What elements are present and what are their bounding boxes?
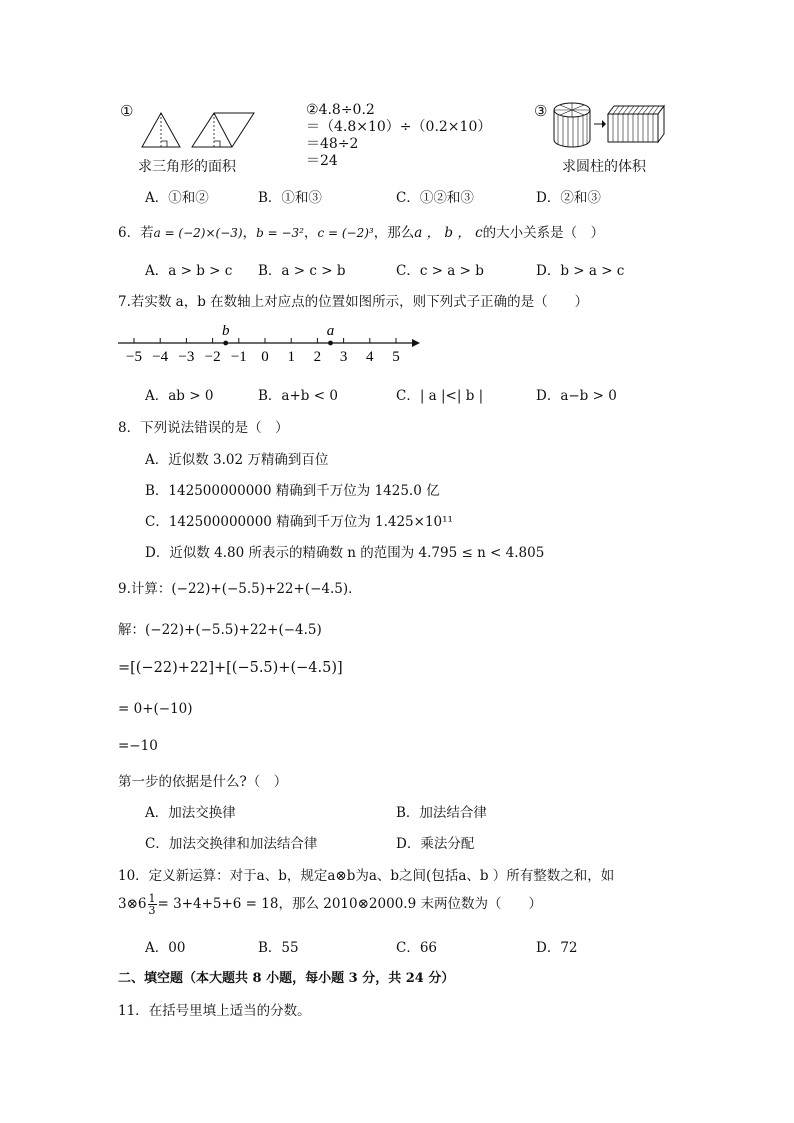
q8-option-a[interactable]: A．近似数 3.02 万精确到百位 <box>145 452 329 468</box>
figure-1-mark: ① <box>120 102 134 120</box>
q10-fraction-den: 3 <box>148 904 156 917</box>
point-a <box>328 341 333 346</box>
q10-option-a[interactable]: A．00 <box>145 940 186 956</box>
tick-label: 2 <box>313 349 322 365</box>
figure-3-mark: ③ <box>534 102 548 120</box>
tick-label: −4 <box>152 349 169 365</box>
q10-example-right: = 3+4+5+6 = 18，那么 2010⊗2000.9 末两位数为（ ） <box>157 896 542 912</box>
q8-option-b[interactable]: B．142500000000 精确到千万位为 1425.0 亿 <box>145 483 440 499</box>
tick-label: 1 <box>287 349 295 365</box>
q8-option-c[interactable]: C．142500000000 精确到千万位为 1.425×10¹¹ <box>145 514 453 530</box>
tick-label: 5 <box>392 349 400 365</box>
q9-step-2: = 0+(−10) <box>118 701 193 717</box>
q8-option-d[interactable]: D．近似数 4.80 所表示的精确数 n 的范围为 4.795 ≤ n < 4.805 <box>145 545 545 561</box>
q7-option-c[interactable]: C．| a |<| b | <box>396 388 484 404</box>
tick-label: −5 <box>126 349 142 365</box>
q7-option-d[interactable]: D．a−b > 0 <box>536 388 617 404</box>
tick-label: −3 <box>178 349 195 365</box>
calc-line-2: ＝（4.8×10）÷（0.2×10） <box>306 119 492 135</box>
tick-label: −1 <box>230 349 247 365</box>
q10-fraction <box>148 893 157 916</box>
q9-question: 第一步的依据是什么?（ ） <box>118 774 288 790</box>
q5-option-d[interactable]: D．②和③ <box>536 190 601 206</box>
q9-option-b[interactable]: B．加法结合律 <box>396 805 487 821</box>
q9-step-0: 解：(−22)+(−5.5)+22+(−4.5) <box>118 622 322 638</box>
q10-example-left: 3⊗6 <box>118 896 147 912</box>
calc-line-4: ＝24 <box>306 153 338 169</box>
q9-option-d[interactable]: D．乘法分配 <box>396 836 475 852</box>
q10-option-c[interactable]: C．66 <box>396 940 438 956</box>
q6-a-expr: a = (−2)×(−3) <box>153 226 243 240</box>
q10-stem: 10．定义新运算：对于a、b，规定a⊗b为a、b之间(包括a、b ）所有整数之和，如 <box>118 868 615 884</box>
q6-stem-start: 6．若 <box>118 225 154 241</box>
label-a: a <box>326 323 335 339</box>
q10-example <box>118 892 542 916</box>
tick-label: 4 <box>366 349 374 365</box>
q10-option-d[interactable]: D．72 <box>536 940 578 956</box>
q6-option-d[interactable]: D．b > a > c <box>536 263 625 279</box>
q6-c-expr: c = (−2)³ <box>317 226 374 240</box>
cylinder-to-cuboid-figure <box>550 100 666 150</box>
section-2-title: 二、填空题（本大题共 8 小题，每小题 3 分，共 24 分） <box>118 971 455 986</box>
q9-step-1: =[(−22)+22]+[(−5.5)+(−4.5)] <box>118 660 343 676</box>
q7-option-a[interactable]: A．ab > 0 <box>145 388 214 404</box>
q5-option-b[interactable]: B．①和③ <box>258 190 322 206</box>
q5-option-a[interactable]: A．①和② <box>145 190 209 206</box>
calc-line-3: ＝48÷2 <box>306 136 359 152</box>
q6-option-a[interactable]: A．a > b > c <box>145 263 233 279</box>
q9-option-a[interactable]: A．加法交换律 <box>145 805 236 821</box>
tick-label: −2 <box>204 349 221 365</box>
tick-label: 3 <box>339 349 348 365</box>
calc-line-1: 4.8÷0.2 <box>318 102 375 118</box>
q10-fraction-num: 1 <box>148 892 156 905</box>
q7-option-b[interactable]: B．a+b < 0 <box>258 388 338 404</box>
q6-option-b[interactable]: B．a > c > b <box>258 263 346 279</box>
q6-vars: a ， b ， c <box>414 225 483 241</box>
q9-stem: 9.计算：(−22)+(−5.5)+22+(−4.5)． <box>118 581 362 597</box>
q5-option-c[interactable]: C．①②和③ <box>396 190 474 206</box>
q9-option-c[interactable]: C．加法交换律和加法结合律 <box>145 836 318 852</box>
label-b: b <box>221 323 230 339</box>
triangle-parallelogram-figure <box>134 110 264 150</box>
q6-option-c[interactable]: C．c > a > b <box>396 263 484 279</box>
q7-stem: 7.若实数 a，b 在数轴上对应点的位置如图所示，则下列式子正确的是（ ） <box>118 294 589 310</box>
figure-2-mark: ② <box>306 102 319 118</box>
q6-stem-mid: ，那么 <box>373 225 415 241</box>
q6-b-expr: b = −3² <box>256 226 304 240</box>
q6-stem: 6．若a = (−2)×(−3)，b = −3²，c = (−2)³，那么a ， b ， c的大小关系是（ ） <box>118 225 605 241</box>
point-b <box>223 341 228 346</box>
q6-stem-end: 的大小关系是（ ） <box>482 225 605 241</box>
q9-step-3: =−10 <box>118 738 158 754</box>
q8-stem: 8．下列说法错误的是（ ） <box>118 420 289 436</box>
number-line <box>116 318 422 366</box>
q10-option-b[interactable]: B．55 <box>258 940 299 956</box>
figure-3-caption: 求圆柱的体积 <box>562 159 646 175</box>
q11-stem: 11．在括号里填上适当的分数。 <box>118 1003 311 1019</box>
tick-label: 0 <box>261 349 269 365</box>
figure-1-caption: 求三角形的面积 <box>138 159 236 175</box>
